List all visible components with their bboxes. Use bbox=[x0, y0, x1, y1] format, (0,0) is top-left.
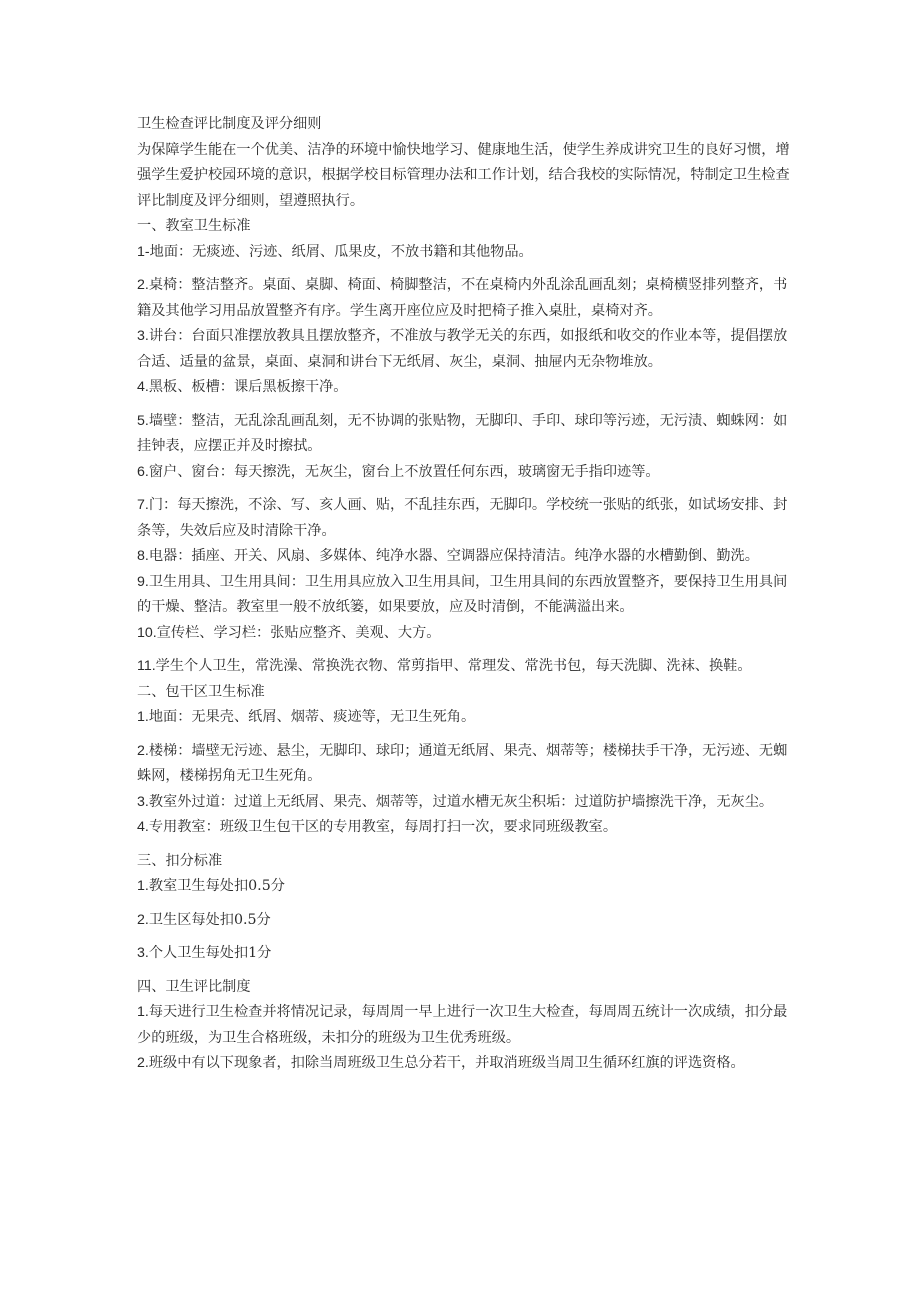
list-item bbox=[137, 815, 793, 841]
item-text: 班级中有以下现象者，扣除当周班级卫生总分若干，并取消班级当周卫生循环红旗的评选资格。 bbox=[148, 1055, 745, 1071]
section-heading: 四、卫生评比制度 bbox=[137, 978, 251, 995]
list-item bbox=[137, 375, 793, 401]
list-item bbox=[137, 1051, 793, 1077]
item-number: 5. bbox=[137, 412, 149, 429]
list-item bbox=[137, 240, 793, 266]
list-item bbox=[137, 621, 793, 647]
item-number: 4. bbox=[137, 379, 149, 395]
document-body bbox=[137, 112, 793, 1077]
item-text: 墙壁：整洁，无乱涂乱画乱刻，无不协调的张贴物，无脚印、手印、球印等污迹，无污渍、蜘蛛网：如挂钟表，应摆正并及时擦拭。 bbox=[137, 412, 788, 454]
list-item bbox=[137, 874, 793, 900]
item-text: 教室外过道：过道上无纸屑、果壳、烟蒂等，过道水槽无灰尘积垢：过道防护墙擦洗干净，无灰尘。 bbox=[148, 793, 774, 810]
item-number: 2. bbox=[137, 911, 149, 928]
item-text: 学生个人卫生，常洗澡、常换洗衣物、常剪指甲、常理发、常洗书包，每天洗脚、洗袜、换鞋。 bbox=[155, 658, 752, 674]
section-heading: 二、包干区卫生标准 bbox=[137, 683, 265, 700]
list-item bbox=[137, 460, 793, 486]
item-text: 楼梯：墙壁无污迹、悬尘，无脚印、球印；通道无纸屑、果壳、烟蒂等；楼梯扶手干净，无污迹、无蜘蛛网，楼梯拐角无卫生死角。 bbox=[137, 742, 788, 784]
list-item bbox=[137, 654, 793, 680]
item-text: 个人卫生每处扣1分 bbox=[148, 945, 272, 961]
item-text: 黑板、板槽：课后黑板擦干净。 bbox=[148, 379, 348, 395]
item-text: 窗户、窗台：每天擦洗，无灰尘，窗台上不放置任何东西，玻璃窗无手指印迹等。 bbox=[148, 463, 660, 480]
item-number: 3. bbox=[137, 945, 149, 961]
item-text: 讲台：台面只准摆放教具且摆放整齐，不准放与教学无关的东西，如报纸和收交的作业本等，提倡摆放合适、适量的盆景，桌面、桌洞和讲台下无纸屑、灰尘，桌洞、抽屉内无杂物堆放。 bbox=[137, 328, 788, 370]
item-number: 1. bbox=[137, 1004, 149, 1020]
item-number: 2. bbox=[137, 742, 149, 759]
item-text: 电器：插座、开关、风扇、多媒体、纯净水器、空调器应保持清洁。纯净水器的水槽勤倒、勤洗。 bbox=[148, 548, 759, 564]
list-item bbox=[137, 1000, 793, 1051]
section-heading: 三、扣分标准 bbox=[137, 852, 223, 869]
list-item bbox=[137, 409, 793, 460]
item-number: 3. bbox=[137, 793, 149, 810]
item-text: 地面：无果壳、纸屑、烟蒂、痰迹等，无卫生死角。 bbox=[148, 709, 476, 725]
document-title: 卫生检查评比制度及评分细则 bbox=[137, 116, 322, 132]
item-text: 卫生用具、卫生用具间：卫生用具应放入卫生用具间，卫生用具间的东西放置整齐，要保持卫生用具间的干燥、整洁。教室里一般不放纸篓，如果要放，应及时清倒，不能满溢出来。 bbox=[137, 573, 788, 615]
item-text: 宣传栏、学习栏：张贴应整齐、美观、大方。 bbox=[156, 624, 441, 641]
item-text: 卫生区每处扣0.5分 bbox=[148, 911, 271, 928]
item-number: 2. bbox=[137, 1055, 149, 1071]
item-number: 10. bbox=[137, 624, 157, 641]
list-item bbox=[137, 908, 793, 934]
list-item bbox=[137, 324, 793, 375]
item-number: 3. bbox=[137, 328, 149, 344]
item-number: 1. bbox=[137, 709, 149, 725]
item-text: 专用教室：班级卫生包干区的专用教室，每周打扫一次，要求同班级教室。 bbox=[148, 819, 618, 835]
intro-paragraph: 为保障学生能在一个优美、洁净的环境中愉快地学习、健康地生活，使学生养成讲究卫生的良好习惯，增强学生爱护校园环境的意识，根据学校目标管理办法和工作计划，结合我校的实际情况，特制定卫生检查评比制度及评分细则，望遵照执行。 bbox=[137, 141, 790, 209]
list-item bbox=[137, 544, 793, 570]
item-text: 每天进行卫生检查并将情况记录，每周周一早上进行一次卫生大检查，每周周五统计一次成绩，扣分最少的班级，为卫生合格班级，未扣分的班级为卫生优秀班级。 bbox=[137, 1004, 788, 1046]
item-text: 地面：无痰迹、污迹、纸屑、瓜果皮，不放书籍和其他物品。 bbox=[149, 243, 533, 260]
item-number: 6. bbox=[137, 463, 149, 480]
list-item bbox=[137, 570, 793, 621]
item-number: 9. bbox=[137, 573, 149, 590]
item-number: 4. bbox=[137, 819, 149, 835]
item-text: 教室卫生每处扣0.5分 bbox=[148, 878, 285, 894]
list-item bbox=[137, 941, 793, 967]
item-text: 桌椅：整洁整齐。桌面、桌脚、椅面、椅脚整洁，不在桌椅内外乱涂乱画乱刻；桌椅横竖排列整齐，书籍及其他学习用品放置整齐有序。学生离开座位应及时把椅子推入桌肚，桌椅对齐。 bbox=[137, 277, 788, 319]
section-heading: 一、教室卫生标准 bbox=[137, 218, 251, 234]
item-number: 11. bbox=[137, 658, 156, 674]
list-item bbox=[137, 739, 793, 790]
item-number: 1- bbox=[137, 243, 150, 260]
list-item bbox=[137, 705, 793, 731]
item-number: 1. bbox=[137, 878, 149, 894]
item-number: 8. bbox=[137, 548, 149, 564]
item-number: 2. bbox=[137, 277, 149, 293]
list-item bbox=[137, 790, 793, 816]
list-item bbox=[137, 493, 793, 544]
item-number: 7. bbox=[137, 497, 149, 513]
list-item bbox=[137, 273, 793, 324]
item-text: 门：每天擦洗，不涂、写、亥人画、贴，不乱挂东西，无脚印。学校统一张贴的纸张，如试场安排、封条等，失效后应及时清除干净。 bbox=[137, 497, 788, 539]
